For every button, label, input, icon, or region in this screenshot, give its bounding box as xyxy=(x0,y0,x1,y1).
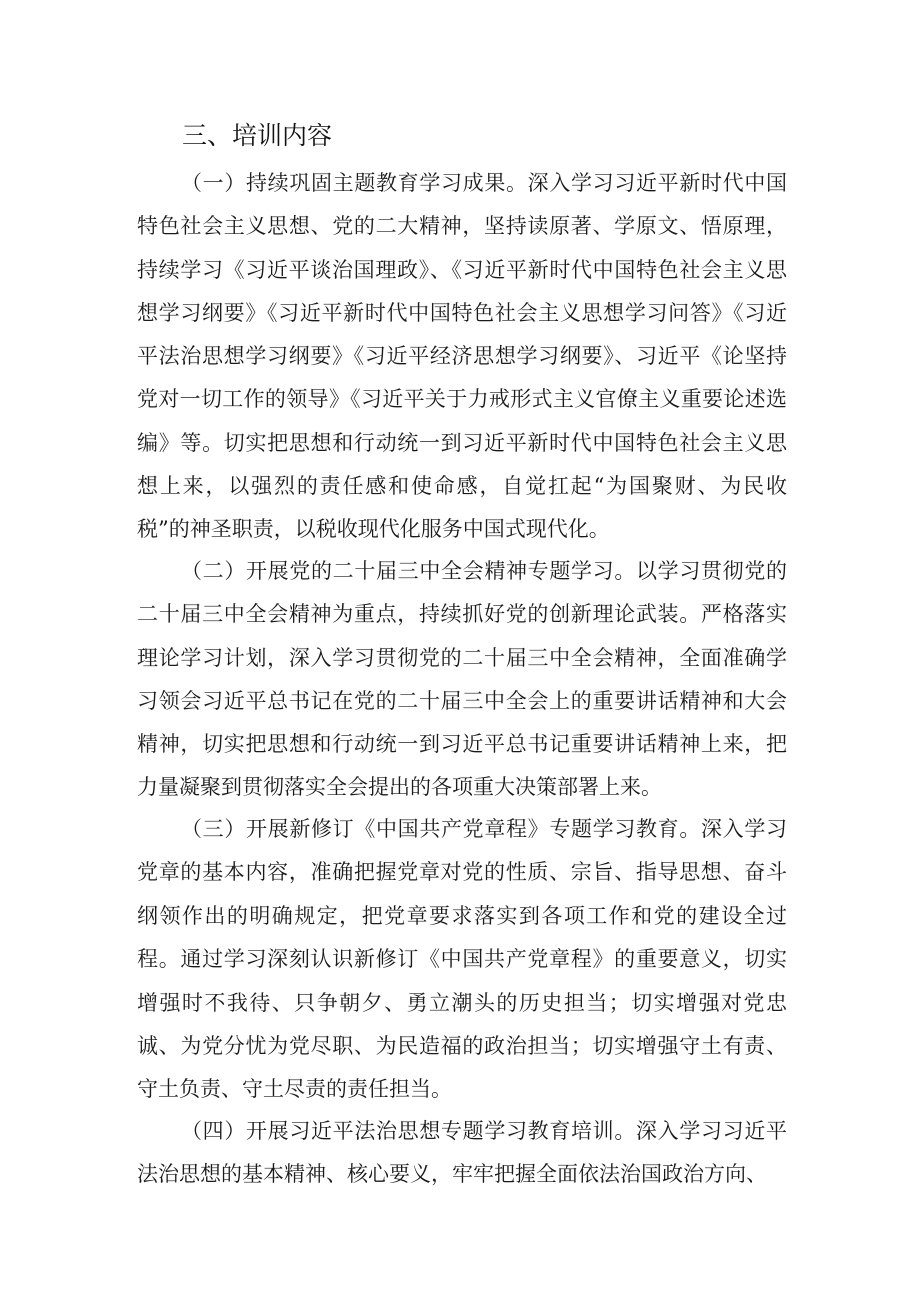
paragraph-3: （三）开展新修订《中国共产党章程》专题学习教育。深入学习党章的基本内容，准确把握党章对党的性质、宗旨、指导思想、奋斗纲领作出的明确规定，把党章要求落实到各项工作和党的建设全过程。通过学习深刻认识新修订《中国共产党章程》的重要意义，切实增强时不我待、只争朝夕、勇立潮头的历史担当；切实增强对党忠诚、为党分忧为党尽职、为民造福的政治担当；切实增强守土有责、守土负责、守土尽责的责任担当。 xyxy=(137,817,787,1102)
section-heading: 三、培训内容 xyxy=(182,121,333,150)
paragraph-1: （一）持续巩固主题教育学习成果。深入学习习近平新时代中国特色社会主义思想、党的二大精神，坚持读原著、学原文、悟原理，持续学习《习近平谈治国理政》、《习近平新时代中国特色社会主义思想学习纲要》《习近平新时代中国特色社会主义思想学习问答》《习近平法治思想学习纲要》《习近平经济思想学习纲要》、习近平《论坚持党对一切工作的领导》《习近平关于力戒形式主义官僚主义重要论述选编》等。切实把思想和行动统一到习近平新时代中国特色社会主义思想上来，以强烈的责任感和使命感，自觉扛起“为国聚财、为民收税”的神圣职责，以税收现代化服务中国式现代化。 xyxy=(137,171,787,542)
paragraph-2: （二）开展党的二十届三中全会精神专题学习。以学习贯彻党的二十届三中全会精神为重点，持续抓好党的创新理论武装。严格落实理论学习计划，深入学习贯彻党的二十届三中全会精神，全面准确学习领会习近平总书记在党的二十届三中全会上的重要讲话精神和大会精神，切实把思想和行动统一到习近平总书记重要讲话精神上来，把力量凝聚到贯彻落实全会提出的各项重大决策部署上来。 xyxy=(137,559,787,800)
paragraph-4: （四）开展习近平法治思想专题学习教育培训。深入学习习近平法治思想的基本精神、核心要义，牢牢把握全面依法治国政治方向、 xyxy=(137,1119,787,1187)
